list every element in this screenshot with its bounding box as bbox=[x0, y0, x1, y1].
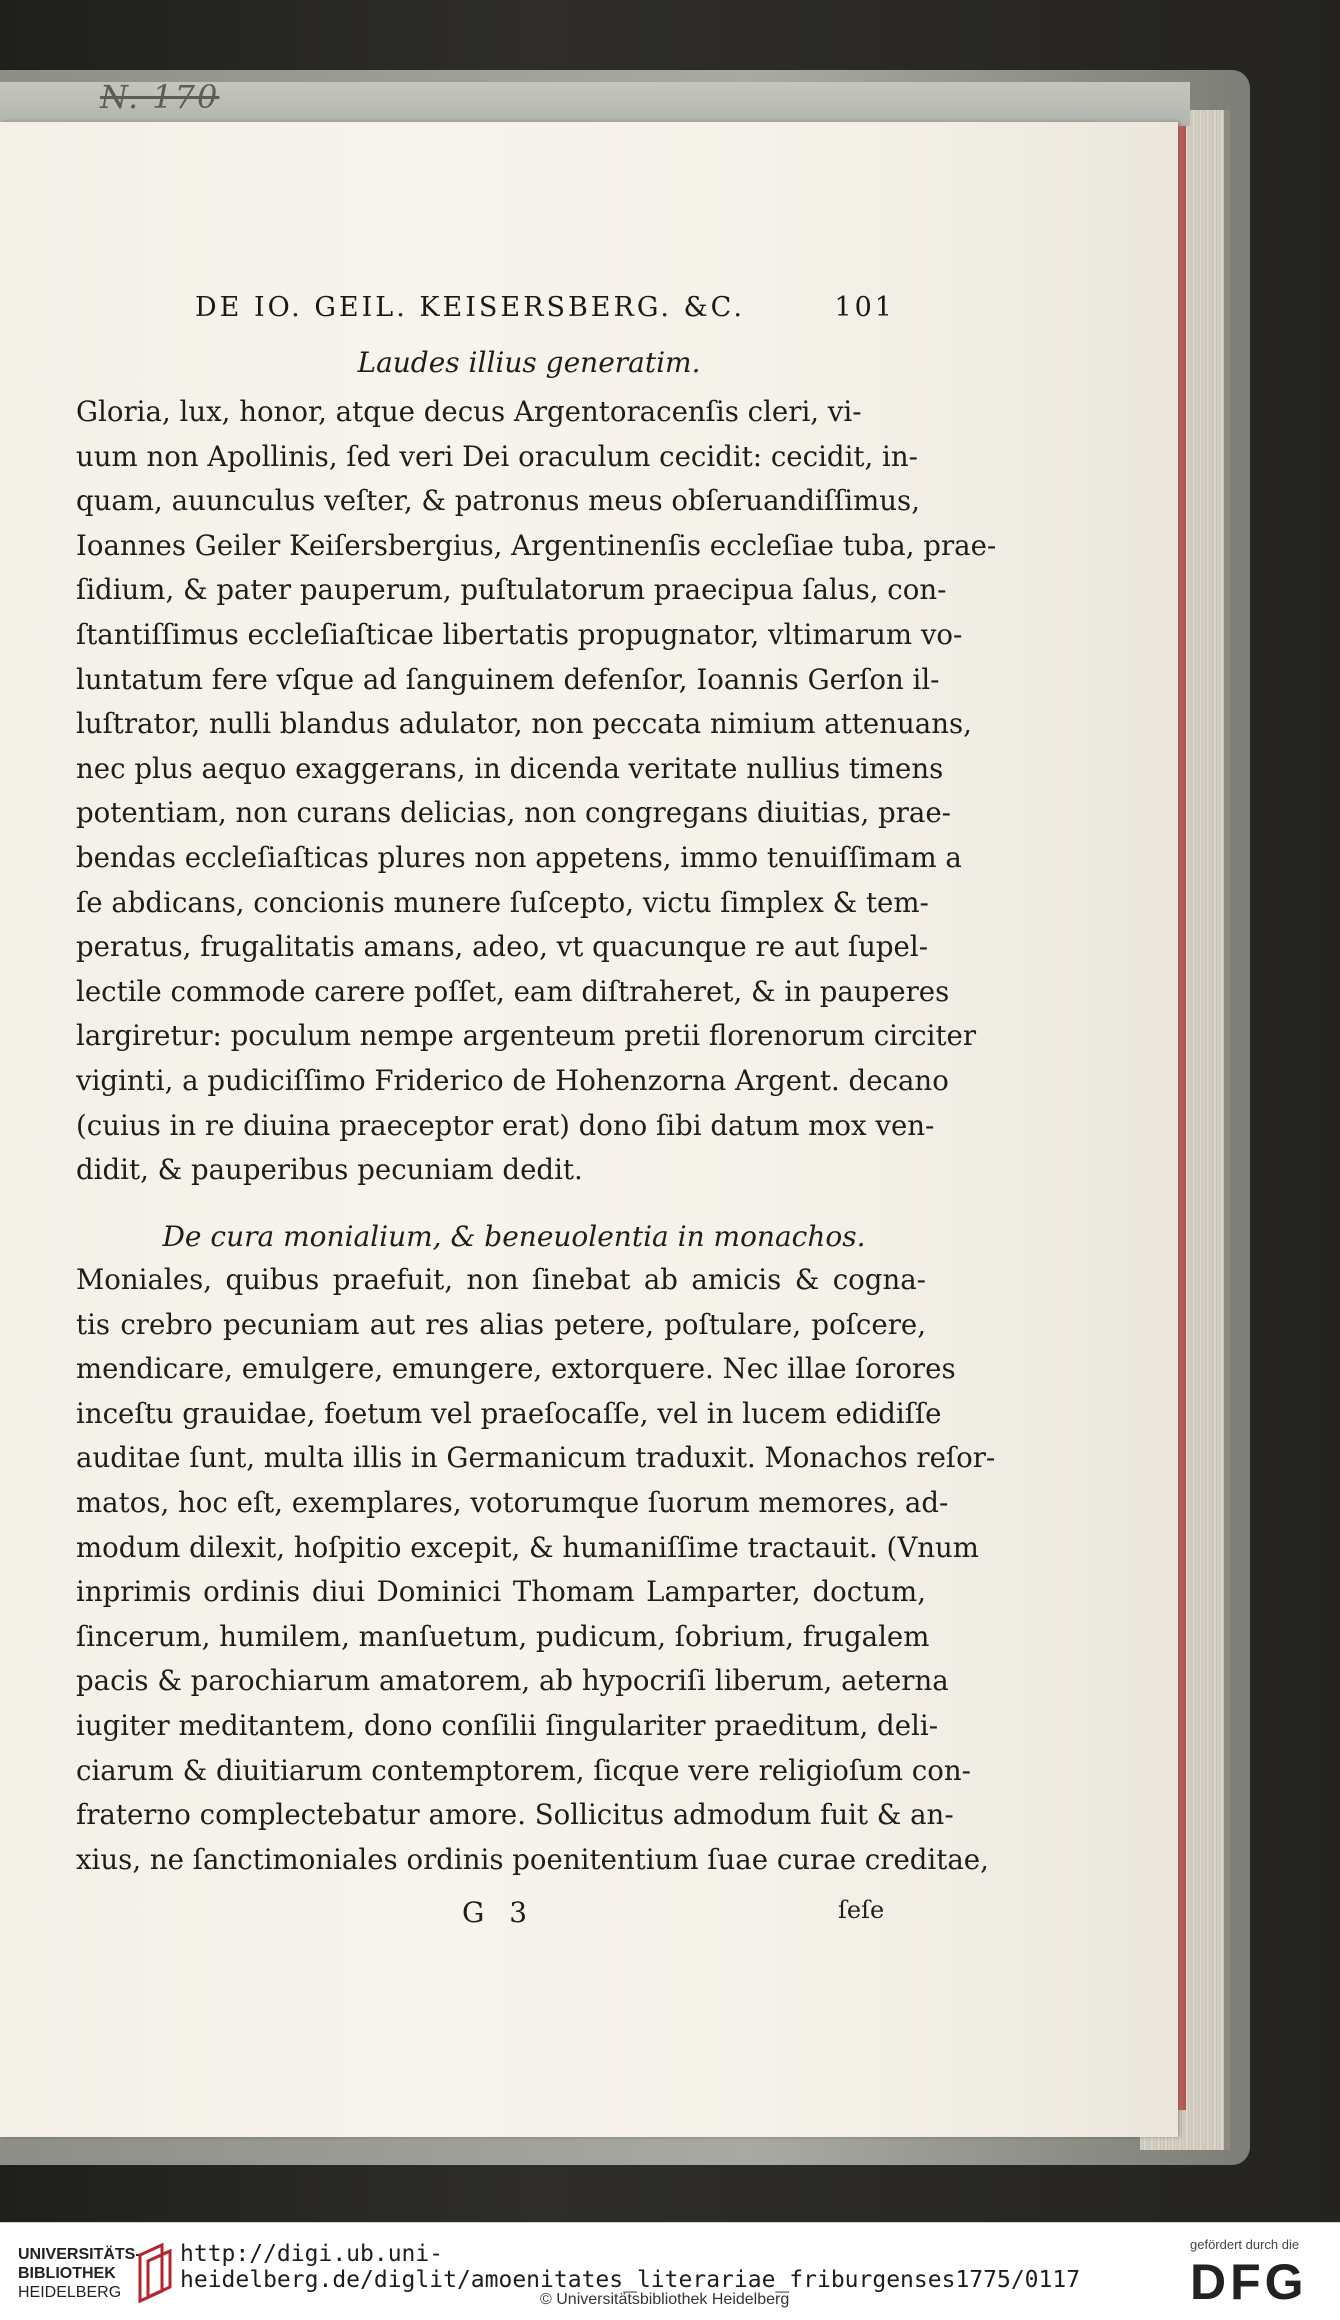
section-heading: De cura monialium, & beneuolentia in monachos. bbox=[162, 1220, 866, 1253]
text-line: lectile commode carere poſſet, eam diſtraheret, & in pauperes bbox=[76, 974, 950, 1008]
section-heading: Laudes illius generatim. bbox=[357, 346, 701, 379]
catchword: ſeſe bbox=[838, 1896, 885, 1924]
text-line: nec plus aequo exaggerans, in dicenda veritate nullius timens bbox=[76, 751, 944, 785]
text-line: largiretur: poculum nempe argenteum pretii florenorum circiter bbox=[76, 1019, 977, 1053]
text-line: didit, & pauperibus pecuniam dedit. bbox=[76, 1153, 583, 1187]
text-line: uum non Apollinis, ſed veri Dei oraculum cecidit: cecidit, in- bbox=[76, 439, 918, 473]
text-line: Gloria, lux, honor, atque decus Argentoracenſis cleri, vi- bbox=[76, 395, 862, 428]
text-line: quam, auunculus veſter, & patronus meus obſeruandiſſimus, bbox=[76, 484, 920, 518]
paragraph bbox=[76, 390, 997, 1193]
text-line: potentiam, non curans delicias, non congregans diuitias, prae- bbox=[76, 796, 951, 830]
running-head-title: DE IO. GEIL. KEISERSBERG. &C. bbox=[195, 292, 745, 323]
signature-mark: G 3 bbox=[462, 1896, 536, 1929]
text-line: bendas eccleſiaſticas plures non appetens, immo tenuiſſimam a bbox=[76, 840, 962, 874]
text-line: Ioannes Geiler Keiſersbergius, Argentinenſis eccleſiae tuba, prae- bbox=[76, 528, 997, 562]
page-foot bbox=[0, 1896, 1178, 1936]
text-line: xius, ne ſanctimoniales ordinis poenitentium ſuae curae creditae, bbox=[76, 1842, 989, 1876]
copyright-notice: © Universitätsbibliothek Heidelberg bbox=[540, 2291, 790, 2308]
text-line: fraterno complectebatur amore. Sollicitus admodum fuit & an- bbox=[76, 1798, 954, 1832]
text-line: luntatum fere vſque ad ſanguinem defenſor, Ioannis Gerſon il- bbox=[76, 662, 940, 696]
library-name-line: BIBLIOTHEK bbox=[18, 2265, 116, 2282]
permalink-url[interactable]: http://digi.ub.uni-heidelberg.de/diglit/amoenitates_literariae_friburgenses1775/0117 bbox=[180, 2241, 1081, 2293]
text-line: ſe abdicans, concionis munere ſuſcepto, victu ſimplex & tem- bbox=[76, 885, 929, 919]
dfg-logo: DFG bbox=[1190, 2254, 1308, 2310]
text-line: ſtantiſſimus eccleſiaſticae libertatis propugnator, vltimarum vo- bbox=[76, 617, 963, 651]
text-line: tis crebro pecuniam aut res alias petere, poſtulare, poſcere, bbox=[76, 1307, 926, 1341]
library-emblem-icon bbox=[132, 2241, 182, 2305]
text-line: pacis & parochiarum amatorem, ab hypocriſi liberum, aeterna bbox=[76, 1664, 949, 1698]
library-name-line: HEIDELBERG bbox=[18, 2284, 122, 2301]
funding-note: gefördert durch die bbox=[1190, 2237, 1300, 2252]
running-head bbox=[195, 292, 895, 323]
page-number: 101 bbox=[834, 292, 895, 323]
text-line: luſtrator, nulli blandus adulator, non peccata nimium attenuans, bbox=[76, 707, 972, 741]
text-line: matos, hoc eſt, exemplares, votorumque ſuorum memores, ad- bbox=[76, 1485, 949, 1519]
text-line: peratus, frugalitatis amans, adeo, vt quacunque re aut ſupel- bbox=[76, 930, 929, 964]
text-line: (cuius in re diuina praeceptor erat) dono ſibi datum mox ven- bbox=[76, 1108, 935, 1142]
text-line: ciarum & diuitiarum contemptorem, ſicque vere religioſum con- bbox=[76, 1753, 971, 1787]
text-line: iugiter meditantem, dono conſilii ſingulariter praeditum, deli- bbox=[76, 1708, 939, 1742]
text-line: ſidium, & pater pauperum, puſtulatorum praecipua ſalus, con- bbox=[76, 573, 947, 607]
text-line: Moniales, quibus praefuit, non ſinebat ab amicis & cogna- bbox=[76, 1263, 926, 1296]
text-line: mendicare, emulgere, emungere, extorquere. Nec illae ſorores bbox=[76, 1352, 956, 1386]
library-name-line: UNIVERSITÄTS- bbox=[18, 2246, 141, 2263]
shelfmark: N. 170 bbox=[100, 78, 220, 116]
text-line: inceſtu grauidae, foetum vel praeſocaſſe, vel in lucem edidiſſe bbox=[76, 1396, 942, 1430]
library-logo bbox=[18, 2245, 141, 2302]
paragraph bbox=[76, 1258, 996, 1882]
text-line: inprimis ordinis diui Dominici Thomam Lamparter, doctum, bbox=[76, 1575, 926, 1609]
text-line: modum dilexit, hoſpitio excepit, & humaniſſime tractauit. (Vnum bbox=[76, 1530, 979, 1564]
text-line: viginti, a pudiciſſimo Friderico de Hohenzorna Argent. decano bbox=[76, 1063, 949, 1097]
footer-bar bbox=[0, 2222, 1340, 2320]
text-line: ſincerum, humilem, manſuetum, pudicum, ſobrium, frugalem bbox=[76, 1619, 930, 1653]
text-line: auditae ſunt, multa illis in Germanicum traduxit. Monachos reſor- bbox=[76, 1441, 996, 1475]
